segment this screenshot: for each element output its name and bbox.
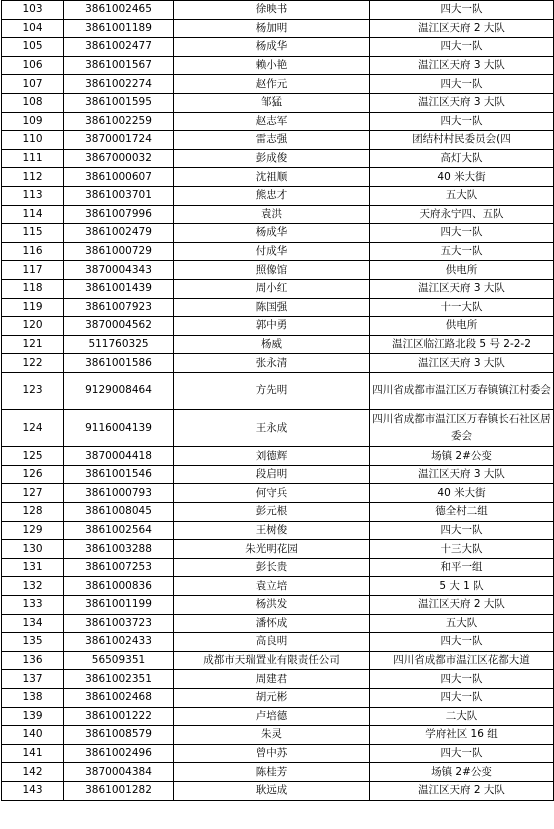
row-number-cell: 118 [2, 279, 64, 298]
address-cell: 五大队 [370, 614, 554, 633]
row-number-cell: 125 [2, 447, 64, 466]
account-number-cell: 3870004562 [64, 317, 174, 336]
account-number-cell: 3861001586 [64, 354, 174, 373]
address-cell: 场镇 2#公变 [370, 763, 554, 782]
customer-name-cell: 何守兵 [174, 484, 370, 503]
table-row [2, 540, 554, 559]
customer-name-cell: 付成华 [174, 242, 370, 261]
address-cell: 5 大 1 队 [370, 577, 554, 596]
customer-name-cell: 曾中苏 [174, 744, 370, 763]
account-number-cell: 3861001595 [64, 93, 174, 112]
address-cell: 四大一队 [370, 38, 554, 57]
address-cell: 四大一队 [370, 224, 554, 243]
row-number-cell: 112 [2, 168, 64, 187]
table-row [2, 447, 554, 466]
address-cell: 高灯大队 [370, 149, 554, 168]
table-row [2, 688, 554, 707]
account-number-cell: 3861002274 [64, 75, 174, 94]
account-number-cell: 3867000032 [64, 149, 174, 168]
row-number-cell: 134 [2, 614, 64, 633]
account-number-cell: 3861002465 [64, 1, 174, 20]
account-number-cell: 511760325 [64, 335, 174, 354]
row-number-cell: 105 [2, 38, 64, 57]
address-cell: 温江区天府 3 大队 [370, 279, 554, 298]
customer-name-cell: 段启明 [174, 465, 370, 484]
customer-name-cell: 袁立培 [174, 577, 370, 596]
table-row [2, 19, 554, 38]
table-row [2, 168, 554, 187]
table-row [2, 335, 554, 354]
account-number-cell: 3861001189 [64, 19, 174, 38]
table-row [2, 707, 554, 726]
address-cell: 四川省成都市温江区花都大道 [370, 651, 554, 670]
account-number-cell: 3861000607 [64, 168, 174, 187]
address-cell: 学府社区 16 组 [370, 726, 554, 745]
account-number-cell: 3861007996 [64, 205, 174, 224]
table-row [2, 38, 554, 57]
records-table [1, 0, 554, 801]
row-number-cell: 140 [2, 726, 64, 745]
account-number-cell: 3861000793 [64, 484, 174, 503]
address-cell: 四大一队 [370, 521, 554, 540]
row-number-cell: 107 [2, 75, 64, 94]
row-number-cell: 128 [2, 503, 64, 522]
row-number-cell: 138 [2, 688, 64, 707]
account-number-cell: 3861001222 [64, 707, 174, 726]
customer-name-cell: 杨成华 [174, 38, 370, 57]
row-number-cell: 129 [2, 521, 64, 540]
table-row [2, 1, 554, 20]
customer-name-cell: 赵作元 [174, 75, 370, 94]
table-row [2, 558, 554, 577]
row-number-cell: 141 [2, 744, 64, 763]
table-row [2, 93, 554, 112]
account-number-cell: 3861002496 [64, 744, 174, 763]
row-number-cell: 132 [2, 577, 64, 596]
account-number-cell: 3861000836 [64, 577, 174, 596]
row-number-cell: 135 [2, 633, 64, 652]
account-number-cell: 3861002433 [64, 633, 174, 652]
table-row [2, 781, 554, 800]
address-cell: 四川省成都市温江区万春镇镇江村委会 [370, 372, 554, 409]
customer-name-cell: 张永清 [174, 354, 370, 373]
address-cell: 四川省成都市温江区万春镇长石社区居委会 [370, 410, 554, 447]
address-cell: 五大队 [370, 186, 554, 205]
address-cell: 四大一队 [370, 112, 554, 131]
address-cell: 德全村二组 [370, 503, 554, 522]
customer-name-cell: 照像馆 [174, 261, 370, 280]
row-number-cell: 119 [2, 298, 64, 317]
customer-name-cell: 徐映书 [174, 1, 370, 20]
address-cell: 四大一队 [370, 1, 554, 20]
table-row [2, 484, 554, 503]
customer-name-cell: 赵志军 [174, 112, 370, 131]
table-row [2, 224, 554, 243]
account-number-cell: 3861003723 [64, 614, 174, 633]
address-cell: 十一大队 [370, 298, 554, 317]
address-cell: 十三大队 [370, 540, 554, 559]
customer-name-cell: 赖小艳 [174, 56, 370, 75]
customer-name-cell: 朱灵 [174, 726, 370, 745]
customer-name-cell: 王树俊 [174, 521, 370, 540]
account-number-cell: 3861001546 [64, 465, 174, 484]
customer-name-cell: 卢培德 [174, 707, 370, 726]
account-number-cell: 3861002351 [64, 670, 174, 689]
customer-name-cell: 熊忠才 [174, 186, 370, 205]
account-number-cell: 3870004418 [64, 447, 174, 466]
table-row [2, 261, 554, 280]
customer-name-cell: 朱光明花园 [174, 540, 370, 559]
address-cell: 温江区临江路北段 5 号 2-2-2 [370, 335, 554, 354]
customer-name-cell: 胡元彬 [174, 688, 370, 707]
address-cell: 团结村村民委员会(四 [370, 131, 554, 150]
row-number-cell: 133 [2, 596, 64, 615]
account-number-cell: 3861008579 [64, 726, 174, 745]
customer-name-cell: 邹猛 [174, 93, 370, 112]
table-row [2, 633, 554, 652]
customer-name-cell: 杨威 [174, 335, 370, 354]
table-row [2, 242, 554, 261]
table-row [2, 298, 554, 317]
row-number-cell: 142 [2, 763, 64, 782]
address-cell: 天府永宁四、五队 [370, 205, 554, 224]
table-row [2, 596, 554, 615]
row-number-cell: 120 [2, 317, 64, 336]
customer-name-cell: 高良明 [174, 633, 370, 652]
row-number-cell: 124 [2, 410, 64, 447]
row-number-cell: 113 [2, 186, 64, 205]
customer-name-cell: 杨洪发 [174, 596, 370, 615]
account-number-cell: 3861002259 [64, 112, 174, 131]
account-number-cell: 3870001724 [64, 131, 174, 150]
table-row [2, 744, 554, 763]
account-number-cell: 3861007923 [64, 298, 174, 317]
account-number-cell: 9116004139 [64, 410, 174, 447]
table-row [2, 465, 554, 484]
address-cell: 五大一队 [370, 242, 554, 261]
table-row [2, 410, 554, 447]
account-number-cell: 3861000729 [64, 242, 174, 261]
row-number-cell: 106 [2, 56, 64, 75]
row-number-cell: 104 [2, 19, 64, 38]
account-number-cell: 3861002468 [64, 688, 174, 707]
account-number-cell: 3861001439 [64, 279, 174, 298]
row-number-cell: 143 [2, 781, 64, 800]
row-number-cell: 122 [2, 354, 64, 373]
customer-name-cell: 杨成华 [174, 224, 370, 243]
address-cell: 供电所 [370, 317, 554, 336]
address-cell: 二大队 [370, 707, 554, 726]
account-number-cell: 3861003701 [64, 186, 174, 205]
row-number-cell: 115 [2, 224, 64, 243]
row-number-cell: 109 [2, 112, 64, 131]
address-cell: 四大一队 [370, 670, 554, 689]
table-row [2, 112, 554, 131]
address-cell: 40 米大街 [370, 168, 554, 187]
customer-name-cell: 郭中勇 [174, 317, 370, 336]
customer-name-cell: 刘德辉 [174, 447, 370, 466]
table-row [2, 726, 554, 745]
customer-name-cell: 周小红 [174, 279, 370, 298]
address-cell: 四大一队 [370, 75, 554, 94]
table-row [2, 614, 554, 633]
account-number-cell: 9129008464 [64, 372, 174, 409]
table-row [2, 651, 554, 670]
customer-name-cell: 陈桂芳 [174, 763, 370, 782]
address-cell: 40 米大街 [370, 484, 554, 503]
address-cell: 温江区天府 2 大队 [370, 596, 554, 615]
address-cell: 温江区天府 3 大队 [370, 354, 554, 373]
table-row [2, 521, 554, 540]
row-number-cell: 123 [2, 372, 64, 409]
account-number-cell: 3870004384 [64, 763, 174, 782]
table-row [2, 670, 554, 689]
customer-name-cell: 方先明 [174, 372, 370, 409]
customer-name-cell: 沈祖顺 [174, 168, 370, 187]
table-row [2, 317, 554, 336]
row-number-cell: 127 [2, 484, 64, 503]
address-cell: 温江区天府 3 大队 [370, 93, 554, 112]
table-row [2, 149, 554, 168]
customer-name-cell: 成都市天瑞置业有限责任公司 [174, 651, 370, 670]
row-number-cell: 121 [2, 335, 64, 354]
account-number-cell: 3861002479 [64, 224, 174, 243]
account-number-cell: 3861002477 [64, 38, 174, 57]
row-number-cell: 114 [2, 205, 64, 224]
row-number-cell: 117 [2, 261, 64, 280]
address-cell: 和平一组 [370, 558, 554, 577]
account-number-cell: 3870004343 [64, 261, 174, 280]
customer-name-cell: 周建君 [174, 670, 370, 689]
address-cell: 场镇 2#公变 [370, 447, 554, 466]
table-row [2, 763, 554, 782]
row-number-cell: 137 [2, 670, 64, 689]
customer-name-cell: 潘怀成 [174, 614, 370, 633]
records-table-body [2, 1, 554, 801]
address-cell: 温江区天府 3 大队 [370, 56, 554, 75]
customer-name-cell: 彭长贵 [174, 558, 370, 577]
table-row [2, 75, 554, 94]
account-number-cell: 3861001282 [64, 781, 174, 800]
address-cell: 四大一队 [370, 688, 554, 707]
account-number-cell: 3861001199 [64, 596, 174, 615]
table-row [2, 56, 554, 75]
table-row [2, 131, 554, 150]
account-number-cell: 56509351 [64, 651, 174, 670]
account-number-cell: 3861002564 [64, 521, 174, 540]
table-row [2, 354, 554, 373]
account-number-cell: 3861001567 [64, 56, 174, 75]
customer-name-cell: 耿远成 [174, 781, 370, 800]
row-number-cell: 139 [2, 707, 64, 726]
address-cell: 温江区天府 2 大队 [370, 781, 554, 800]
row-number-cell: 116 [2, 242, 64, 261]
row-number-cell: 110 [2, 131, 64, 150]
address-cell: 四大一队 [370, 744, 554, 763]
row-number-cell: 103 [2, 1, 64, 20]
address-cell: 温江区天府 2 大队 [370, 19, 554, 38]
customer-name-cell: 陈国强 [174, 298, 370, 317]
customer-name-cell: 袁洪 [174, 205, 370, 224]
address-cell: 供电所 [370, 261, 554, 280]
customer-name-cell: 彭元根 [174, 503, 370, 522]
customer-name-cell: 雷志强 [174, 131, 370, 150]
customer-name-cell: 杨加明 [174, 19, 370, 38]
row-number-cell: 108 [2, 93, 64, 112]
row-number-cell: 136 [2, 651, 64, 670]
customer-name-cell: 彭成俊 [174, 149, 370, 168]
table-row [2, 577, 554, 596]
address-cell: 温江区天府 3 大队 [370, 465, 554, 484]
table-row [2, 186, 554, 205]
table-row [2, 503, 554, 522]
address-cell: 四大一队 [370, 633, 554, 652]
table-row [2, 372, 554, 409]
table-row [2, 279, 554, 298]
row-number-cell: 111 [2, 149, 64, 168]
row-number-cell: 131 [2, 558, 64, 577]
row-number-cell: 130 [2, 540, 64, 559]
table-row [2, 205, 554, 224]
customer-name-cell: 王永成 [174, 410, 370, 447]
row-number-cell: 126 [2, 465, 64, 484]
account-number-cell: 3861008045 [64, 503, 174, 522]
account-number-cell: 3861003288 [64, 540, 174, 559]
account-number-cell: 3861007253 [64, 558, 174, 577]
